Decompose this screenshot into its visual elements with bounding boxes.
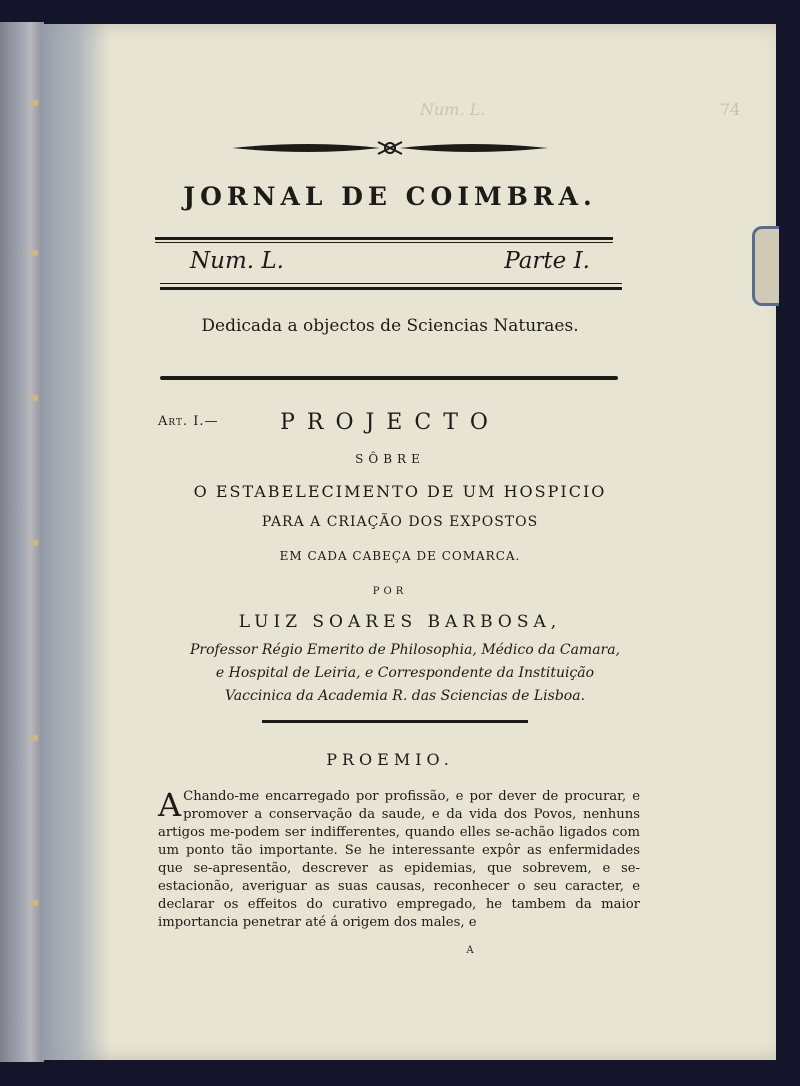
proemio-body — [158, 788, 640, 932]
ornament-flourish-icon — [230, 136, 550, 160]
signature-mark: A — [466, 945, 474, 956]
middle-rule-thin — [160, 283, 622, 284]
article-title-line-3: EM CADA CABEÇA DE COMARCA. — [279, 549, 521, 563]
article-title-line-2: PARA A CRIAÇÃO DOS EXPOSTOS — [261, 514, 539, 530]
drop-cap: A — [158, 786, 182, 824]
author-credit-line-1: Professor Régio Emerito de Philosophia, Médico da Camara, — [189, 642, 621, 658]
bleed-through-header: Num. L. — [420, 100, 486, 119]
binding-stitch — [30, 395, 38, 401]
page-tab-marker — [752, 226, 779, 306]
article-title-line-1: O ESTABELECIMENTO DE UM HOSPICIO — [193, 482, 607, 501]
issue-part: Parte I. — [504, 248, 590, 274]
binding-stitch — [30, 100, 38, 106]
middle-rule — [160, 287, 622, 290]
author-credit-line-3: Vaccinica da Academia R. das Sciencias de Lisboa. — [224, 688, 586, 704]
journal-title: JORNAL DE COIMBRA. — [183, 182, 597, 211]
binding-stitch — [30, 250, 38, 256]
article-label: Art. I.— — [158, 414, 219, 429]
issue-row — [190, 248, 590, 278]
page-edge-stain — [40, 24, 110, 1060]
section-rule — [160, 376, 618, 380]
article-por: POR — [372, 586, 408, 597]
dedication-line: Dedicada a objectos de Sciencias Naturaes. — [201, 316, 579, 336]
author-credit-line-2: e Hospital de Leiria, e Correspondente da Instituição — [215, 665, 595, 681]
author-name: LUIZ SOARES BARBOSA, — [238, 612, 562, 632]
issue-number: Num. L. — [190, 248, 284, 274]
binding-stitch — [30, 735, 38, 741]
proemio-heading: PROEMIO. — [326, 750, 454, 769]
binding-stitch — [30, 900, 38, 906]
top-double-rule — [155, 237, 613, 240]
article-heading: PROJECTO — [280, 410, 500, 435]
proemio-text: Chando-me encarregado por profissão, e por dever de procurar, e promover a conservação da saude, e da vida dos Povos, nenhuns artigos me-podem ser indifferentes, quando elles se-achão ligados com um ponto tão importante. Se he interessante expôr as enfermidades que se-apresentão, descrever as epidemias, que sobrevem, e se-estacionão, averiguar as suas causas, reconhecer o seu caracter, e declarar os effeitos do curativo empregado, he tambem da maior importancia penetrar até á origem dos males, e — [158, 789, 640, 930]
top-double-rule-thin — [155, 242, 613, 243]
credits-rule — [262, 720, 528, 723]
bleed-through-page-number: 74 — [720, 100, 741, 119]
article-sobre: SÔBRE — [355, 452, 425, 466]
binding-stitch — [30, 540, 38, 546]
